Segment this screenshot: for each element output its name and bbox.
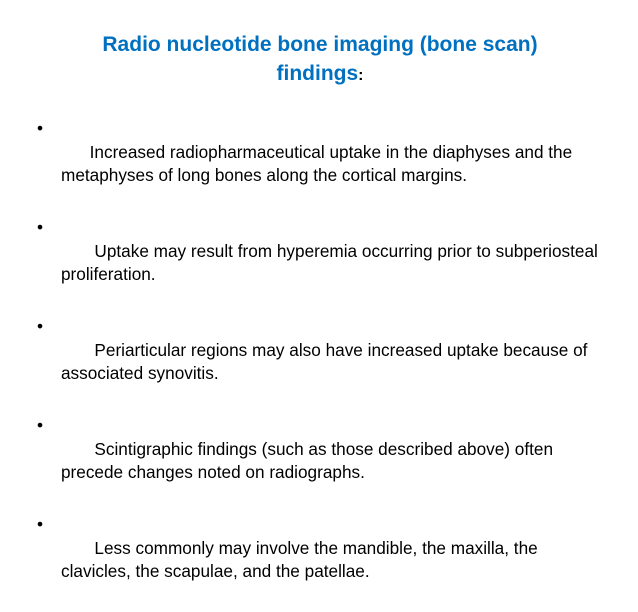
bullet-text: Increased radiopharmaceutical uptake in the diaphyses and the metaphyses of long bones along the cortical margins. bbox=[61, 141, 577, 185]
bullet-list bbox=[33, 117, 608, 612]
bullet-text: Less commonly may involve the mandible, the maxilla, the clavicles, the scapulae, and the patellae. bbox=[61, 537, 543, 581]
bullet-text: Periarticular regions may also have increased uptake because of associated synovitis. bbox=[61, 339, 593, 383]
bullet-item bbox=[33, 216, 608, 310]
slide-title bbox=[40, 30, 600, 90]
bullet-item bbox=[33, 414, 608, 508]
title-line-1: Radio nucleotide bone imaging (bone scan) bbox=[102, 33, 538, 56]
bullet-item bbox=[33, 315, 608, 409]
bullet-item bbox=[33, 117, 608, 211]
title-line-2-text: findings bbox=[276, 62, 359, 85]
bullet-icon: • bbox=[36, 316, 44, 336]
bullet-icon: • bbox=[36, 217, 44, 237]
bullet-text: Uptake may result from hyperemia occurring prior to subperiosteal proliferation. bbox=[61, 240, 603, 284]
bullet-item bbox=[33, 513, 608, 607]
title-line-2 bbox=[40, 59, 600, 90]
bullet-icon: • bbox=[36, 118, 44, 138]
bullet-icon: • bbox=[36, 514, 44, 534]
bullet-text: Scintigraphic findings (such as those described above) often precede changes noted on radiographs. bbox=[61, 438, 558, 482]
bullet-icon: • bbox=[36, 415, 44, 435]
title-colon: : bbox=[358, 67, 364, 84]
